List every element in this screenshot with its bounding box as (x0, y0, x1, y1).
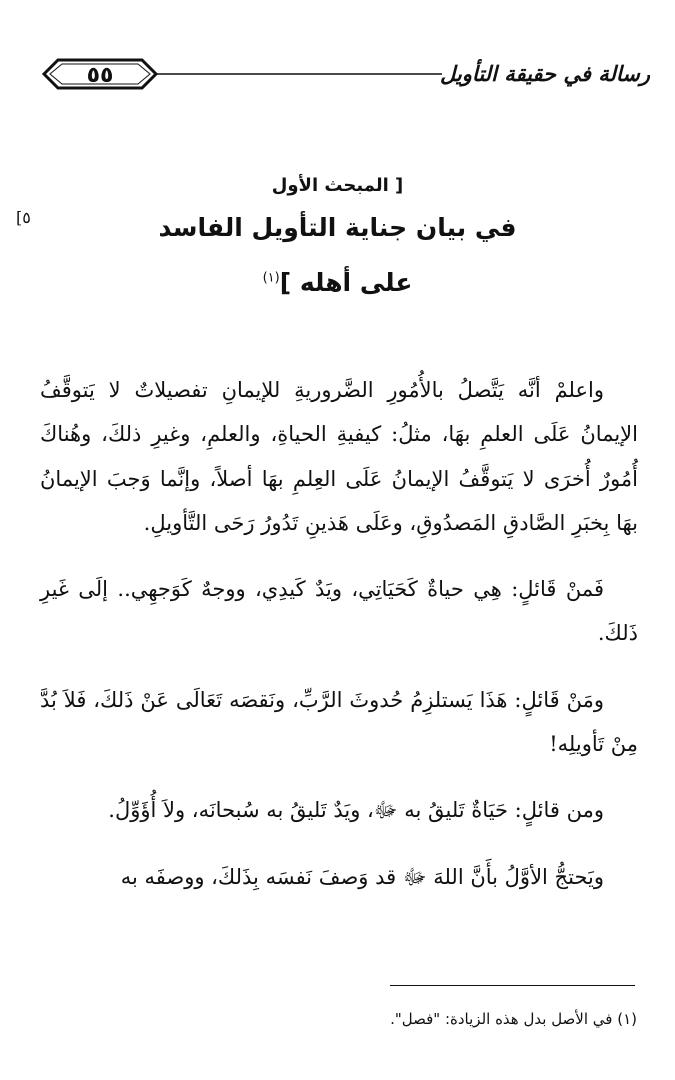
footnote: (١) في الأصل بدل هذه الزيادة: "فصل". (390, 1010, 637, 1028)
title-line2-text: على أهله ] (279, 268, 413, 297)
paragraph: واعلمْ أنَّه يَتَّصلُ بالأُمُورِ الضَّروريةِ للإيمانِ تفصيلاتٌ لا يَتوقَّفُ الإيمانُ عَلَى العلمِ بهَا، مثلُ: كيفيةِ الحياةِ، والعلمِ، وغيرِ ذلكَ، وهُناكَ أُمُورٌ أُخرَى لا يَتوقَّفُ الإيمانُ عَلَى العِلمِ بهَا أصلاً، وإنَّما وَجبَ الإيمانُ بهَا بِخبَرِ الصَّادقِ المَصدُوقِ، وعَلَى هَذينِ تَدُورُ رَحَى التَّأويلِ. (40, 378, 638, 535)
footnote-marker: (١) (262, 270, 280, 286)
paragraph: ويَحتجُّ الأوَّلُ بأَنَّ اللهَ ﷻ قد وَصفَ نَفسَه بِذَلكَ، ووصفَه به (120, 864, 604, 889)
section-label: [ المبحث الأول (271, 175, 404, 196)
section-title-line1: في بيان جناية التأويل الفاسد (158, 213, 517, 242)
running-header (30, 52, 650, 102)
margin-page-marker: ٥] (16, 208, 31, 227)
page-number: ٥٥ (86, 63, 114, 88)
paragraph: ومن قائلٍ: حَيَاةٌ تَليقُ به ﷻ، ويَدٌ تَليقُ به سُبحانَه، ولاَ أُؤَوِّلُ. (108, 798, 604, 823)
section-title-line2 (0, 268, 675, 297)
paragraph: فَمنْ قَائلٍ: هِي حياةٌ كَحَيَاتِي، ويَدٌ كَيدِي، ووجهٌ كَوَجهِي.. إلَى غَيرِ ذَلكَ. (40, 577, 638, 646)
paragraph: ومَنْ قَائلٍ: هَذَا يَستلزِمُ حُدوثَ الرَّبِّ، ونَقصَه تَعَالَى عَنْ ذَلكَ، فَلاَ بُدَّ مِنْ تَأويلِه! (40, 687, 638, 757)
book-title: رسالة في حقيقة التأويل (440, 62, 650, 86)
body-text (40, 368, 638, 921)
footnote-divider (390, 985, 635, 986)
